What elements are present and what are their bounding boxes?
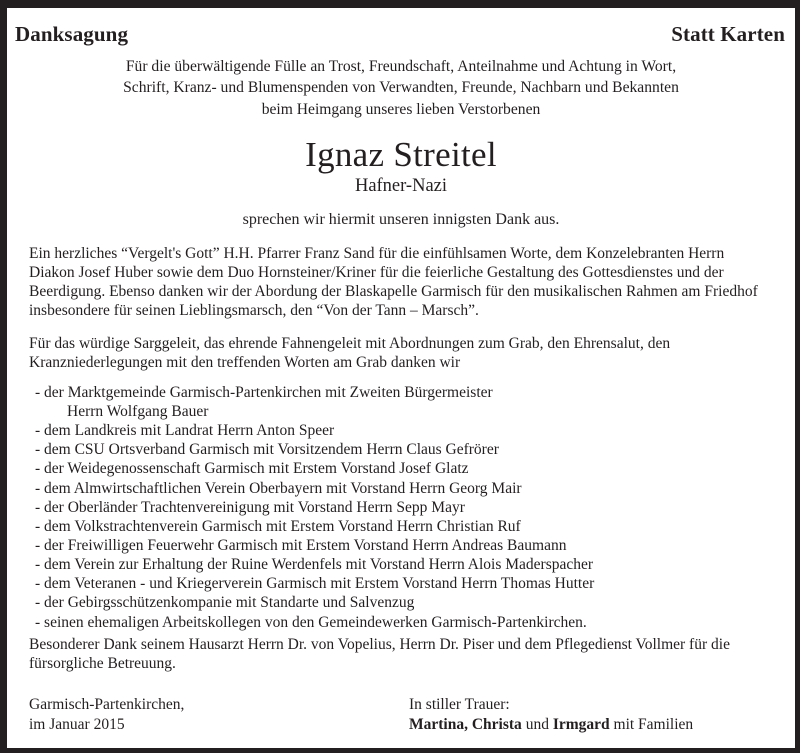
mourner-name-1: Martina, xyxy=(409,716,468,734)
mourners-suffix: mit Familien xyxy=(613,716,694,734)
list-item xyxy=(35,613,773,632)
list-item-line-1: - dem Verein zur Erhaltung der Ruine Werdenfels mit Vorstand Herrn Alois Maderspacher xyxy=(35,556,594,574)
intro-line-1: Für die überwältigende Fülle an Trost, Freundschaft, Anteilnahme und Achtung in Wort, xyxy=(125,58,677,76)
mourners-names xyxy=(409,715,773,735)
list-item xyxy=(35,593,773,612)
list-item xyxy=(35,536,773,555)
body-paragraph-2: Für das würdige Sarggeleit, das ehrende Fahnengeleit mit Abordnungen zum Grab, den Ehrensalut, den Kranzniederlegungen mit den treffenden Worten am Grab danken wir xyxy=(29,334,671,371)
header-left-title: Danksagung xyxy=(15,22,129,46)
list-item xyxy=(35,459,773,478)
header xyxy=(7,8,795,46)
list-item-line-1: - der Gebirgsschützenkompanie mit Standarte und Salvenzug xyxy=(35,594,415,612)
list-item-line-1: - dem Landkreis mit Landrat Herrn Anton Speer xyxy=(35,422,335,440)
list-item-line-1: - dem CSU Ortsverband Garmisch mit Vorsitzendem Herrn Claus Gefrörer xyxy=(35,441,499,459)
body-paragraph-1: Ein herzliches “Vergelt's Gott” H.H. Pfarrer Franz Sand für die einfühlsamen Worte, dem Konzelebranten Herrn Diakon Josef Huber sowie dem Duo Hornsteiner/Kriner für die feierliche Gestaltung des Gottesdienstes und der Beerdigung. Ebenso danken wir der Abordung der Blaskapelle Garmisch für den musikalischen Rahmen am Friedhof insbesondere für seinen Lieblingsmarsch, den “Von der Tann – Marsch”. xyxy=(29,245,758,320)
mourner-name-3: Irmgard xyxy=(552,716,610,734)
footer-place: Garmisch-Partenkirchen, xyxy=(29,695,185,713)
list-item-line-1: - dem Volkstrachtenverein Garmisch mit Erstem Vorstand Herrn Christian Ruf xyxy=(35,517,521,535)
header-right-title: Statt Karten xyxy=(671,22,785,46)
deceased-nickname: Hafner-Nazi xyxy=(354,175,448,196)
mourner-name-2: Christa xyxy=(471,716,522,734)
deceased-name: Ignaz Streitel xyxy=(305,134,497,174)
list-item xyxy=(35,383,773,421)
list-item-line-1: - der Weidegenossenschaft Garmisch mit Erstem Vorstand Josef Glatz xyxy=(35,460,469,478)
intro-line-3: beim Heimgang unseres lieben Verstorbenen xyxy=(261,100,541,118)
list-item-line-1: - dem Almwirtschaftlichen Verein Oberbayern mit Vorstand Herrn Georg Mair xyxy=(35,479,522,497)
organization-list xyxy=(29,383,773,632)
list-item xyxy=(35,574,773,593)
intro-line-2: Schrift, Kranz- und Blumenspenden von Verwandten, Freunde, Nachbarn und Bekannten xyxy=(123,79,679,97)
list-item xyxy=(35,479,773,498)
footer-date: im Januar 2015 xyxy=(29,716,125,734)
list-item-line-1: - der Marktgemeinde Garmisch-Partenkirchen mit Zweiten Bürgermeister xyxy=(35,383,493,401)
list-item-line-1: - der Oberländer Trachtenvereinigung mit Vorstand Herrn Sepp Mayr xyxy=(35,498,465,516)
body-text xyxy=(21,244,781,736)
list-item xyxy=(35,421,773,440)
footer-mourners xyxy=(409,695,773,736)
footer-place-date xyxy=(29,695,409,736)
list-item-line-2: Herrn Wolfgang Bauer xyxy=(67,403,209,420)
mourners-conjunction: und xyxy=(525,716,549,734)
list-item-line-1: - der Freiwilligen Feuerwehr Garmisch mit Erstem Vorstand Herrn Andreas Baumann xyxy=(35,536,567,554)
footer xyxy=(29,695,773,736)
intro-text xyxy=(41,56,761,120)
list-item xyxy=(35,555,773,574)
list-item xyxy=(35,498,773,517)
list-item-line-1: - seinen ehemaligen Arbeitskollegen von den Gemeindewerken Garmisch-Partenkirchen. xyxy=(35,613,587,631)
mourners-label: In stiller Trauer: xyxy=(409,695,510,713)
deceased-name-block xyxy=(21,135,781,198)
list-item xyxy=(35,440,773,459)
thanks-line: sprechen wir hiermit unseren innigsten Dank aus. xyxy=(242,211,560,229)
closing-paragraph: Besonderer Dank seinem Hausarzt Herrn Dr. von Vopelius, Herrn Dr. Piser und dem Pflegedienst Vollmer für die fürsorgliche Betreuung. xyxy=(29,635,730,672)
list-item xyxy=(35,517,773,536)
list-item-line-1: - dem Veteranen - und Kriegerverein Garmisch mit Erstem Vorstand Herrn Thomas Hutter xyxy=(35,575,595,593)
